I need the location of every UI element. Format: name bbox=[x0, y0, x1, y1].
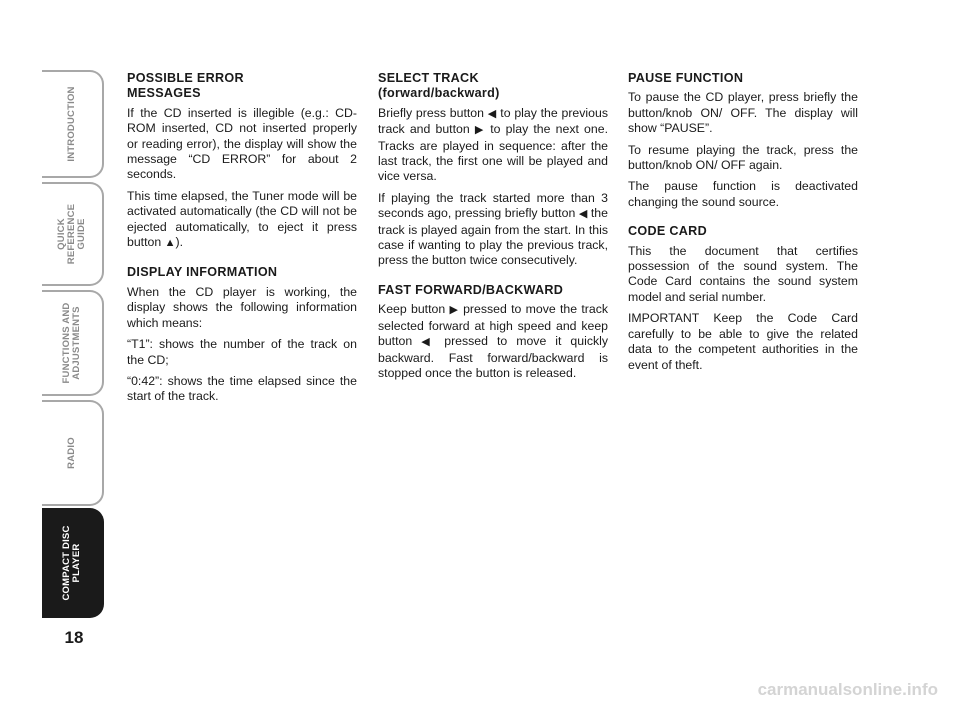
heading-display-information: DISPLAY INFORMATION bbox=[127, 265, 278, 280]
tab-label: RADIO bbox=[66, 437, 77, 469]
paragraph: If the CD inserted is illegible (e.g.: CD-ROM inserted, CD not inserted properly or reading error), the display will show the message “CD ERROR” for about 2 seconds. bbox=[127, 105, 357, 182]
paragraph: Briefly press button ◀ to play the previous track and button ▶ to play the next one. Tracks are played in sequence: after the last track, the first one will be played and vice versa. bbox=[378, 105, 608, 184]
tab-introduction[interactable] bbox=[42, 70, 104, 178]
right-arrow-icon: ▶ bbox=[449, 304, 459, 317]
paragraph: When the CD player is working, the display shows the following information which means: bbox=[127, 284, 357, 330]
heading-error-messages: POSSIBLE ERROR MESSAGES bbox=[127, 71, 244, 101]
eject-icon: ▲ bbox=[164, 237, 176, 250]
paragraph: “T1”: shows the number of the track on the CD; bbox=[127, 337, 357, 367]
heading-pause-function: PAUSE FUNCTION bbox=[628, 71, 744, 85]
tab-label: QUICK REFERENCE GUIDE bbox=[56, 203, 87, 265]
tab-quick-reference-guide[interactable] bbox=[42, 182, 104, 286]
heading-fast-forward-backward: FAST FORWARD/BACKWARD bbox=[378, 282, 564, 297]
tab-compact-disc-player[interactable] bbox=[42, 508, 104, 618]
tab-label: FUNCTIONS AND ADJUSTMENTS bbox=[61, 302, 82, 384]
paragraph: IMPORTANT Keep the Code Card carefully to be able to give the related data to the competent authorities in the event of theft. bbox=[628, 311, 858, 372]
paragraph: The pause function is deactivated changing the sound source. bbox=[628, 179, 858, 209]
heading-select-track: SELECT TRACK (forward/backward) bbox=[378, 71, 500, 101]
tab-radio[interactable] bbox=[42, 400, 104, 506]
paragraph: To pause the CD player, press briefly the button/knob ON/ OFF. The display will show “PAUSE”. bbox=[628, 90, 858, 136]
tab-label: INTRODUCTION bbox=[66, 86, 77, 162]
left-arrow-icon: ◀ bbox=[487, 107, 497, 120]
column-2 bbox=[378, 71, 608, 387]
paragraph: To resume playing the track, press the button/knob ON/ OFF again. bbox=[628, 142, 858, 173]
paragraph: “0:42”: shows the time elapsed since the start of the track. bbox=[127, 373, 357, 404]
paragraph: Keep button ▶ pressed to move the track selected forward at high speed and keep button ◀ pressed to move it quickly backward. Fast forward/backward is stopped once the button is released. bbox=[378, 302, 608, 380]
paragraph: This the document that certifies possession of the sound system. The Code Card contains the sound system model and serial number. bbox=[628, 243, 858, 304]
right-arrow-icon: ▶ bbox=[474, 124, 486, 137]
column-1 bbox=[127, 71, 357, 411]
paragraph: This time elapsed, the Tuner mode will be activated automatically (the CD will not be ejected automatically, to eject it press button ▲). bbox=[127, 188, 357, 250]
left-arrow-icon: ◀ bbox=[578, 208, 588, 221]
heading-code-card: CODE CARD bbox=[628, 224, 707, 239]
tab-functions-and-adjustments[interactable] bbox=[42, 290, 104, 396]
watermark: carmanualsonline.info bbox=[757, 680, 938, 699]
column-3 bbox=[628, 71, 858, 379]
tab-label: COMPACT DISC PLAYER bbox=[61, 525, 82, 601]
paragraph: If playing the track started more than 3 seconds ago, pressing briefly button ◀ the track is played again from the start. In this case if wanting to play the previous track, press the button twice consecutively. bbox=[378, 190, 608, 268]
left-arrow-icon: ◀ bbox=[421, 336, 436, 349]
page-number: 18 bbox=[64, 628, 84, 647]
